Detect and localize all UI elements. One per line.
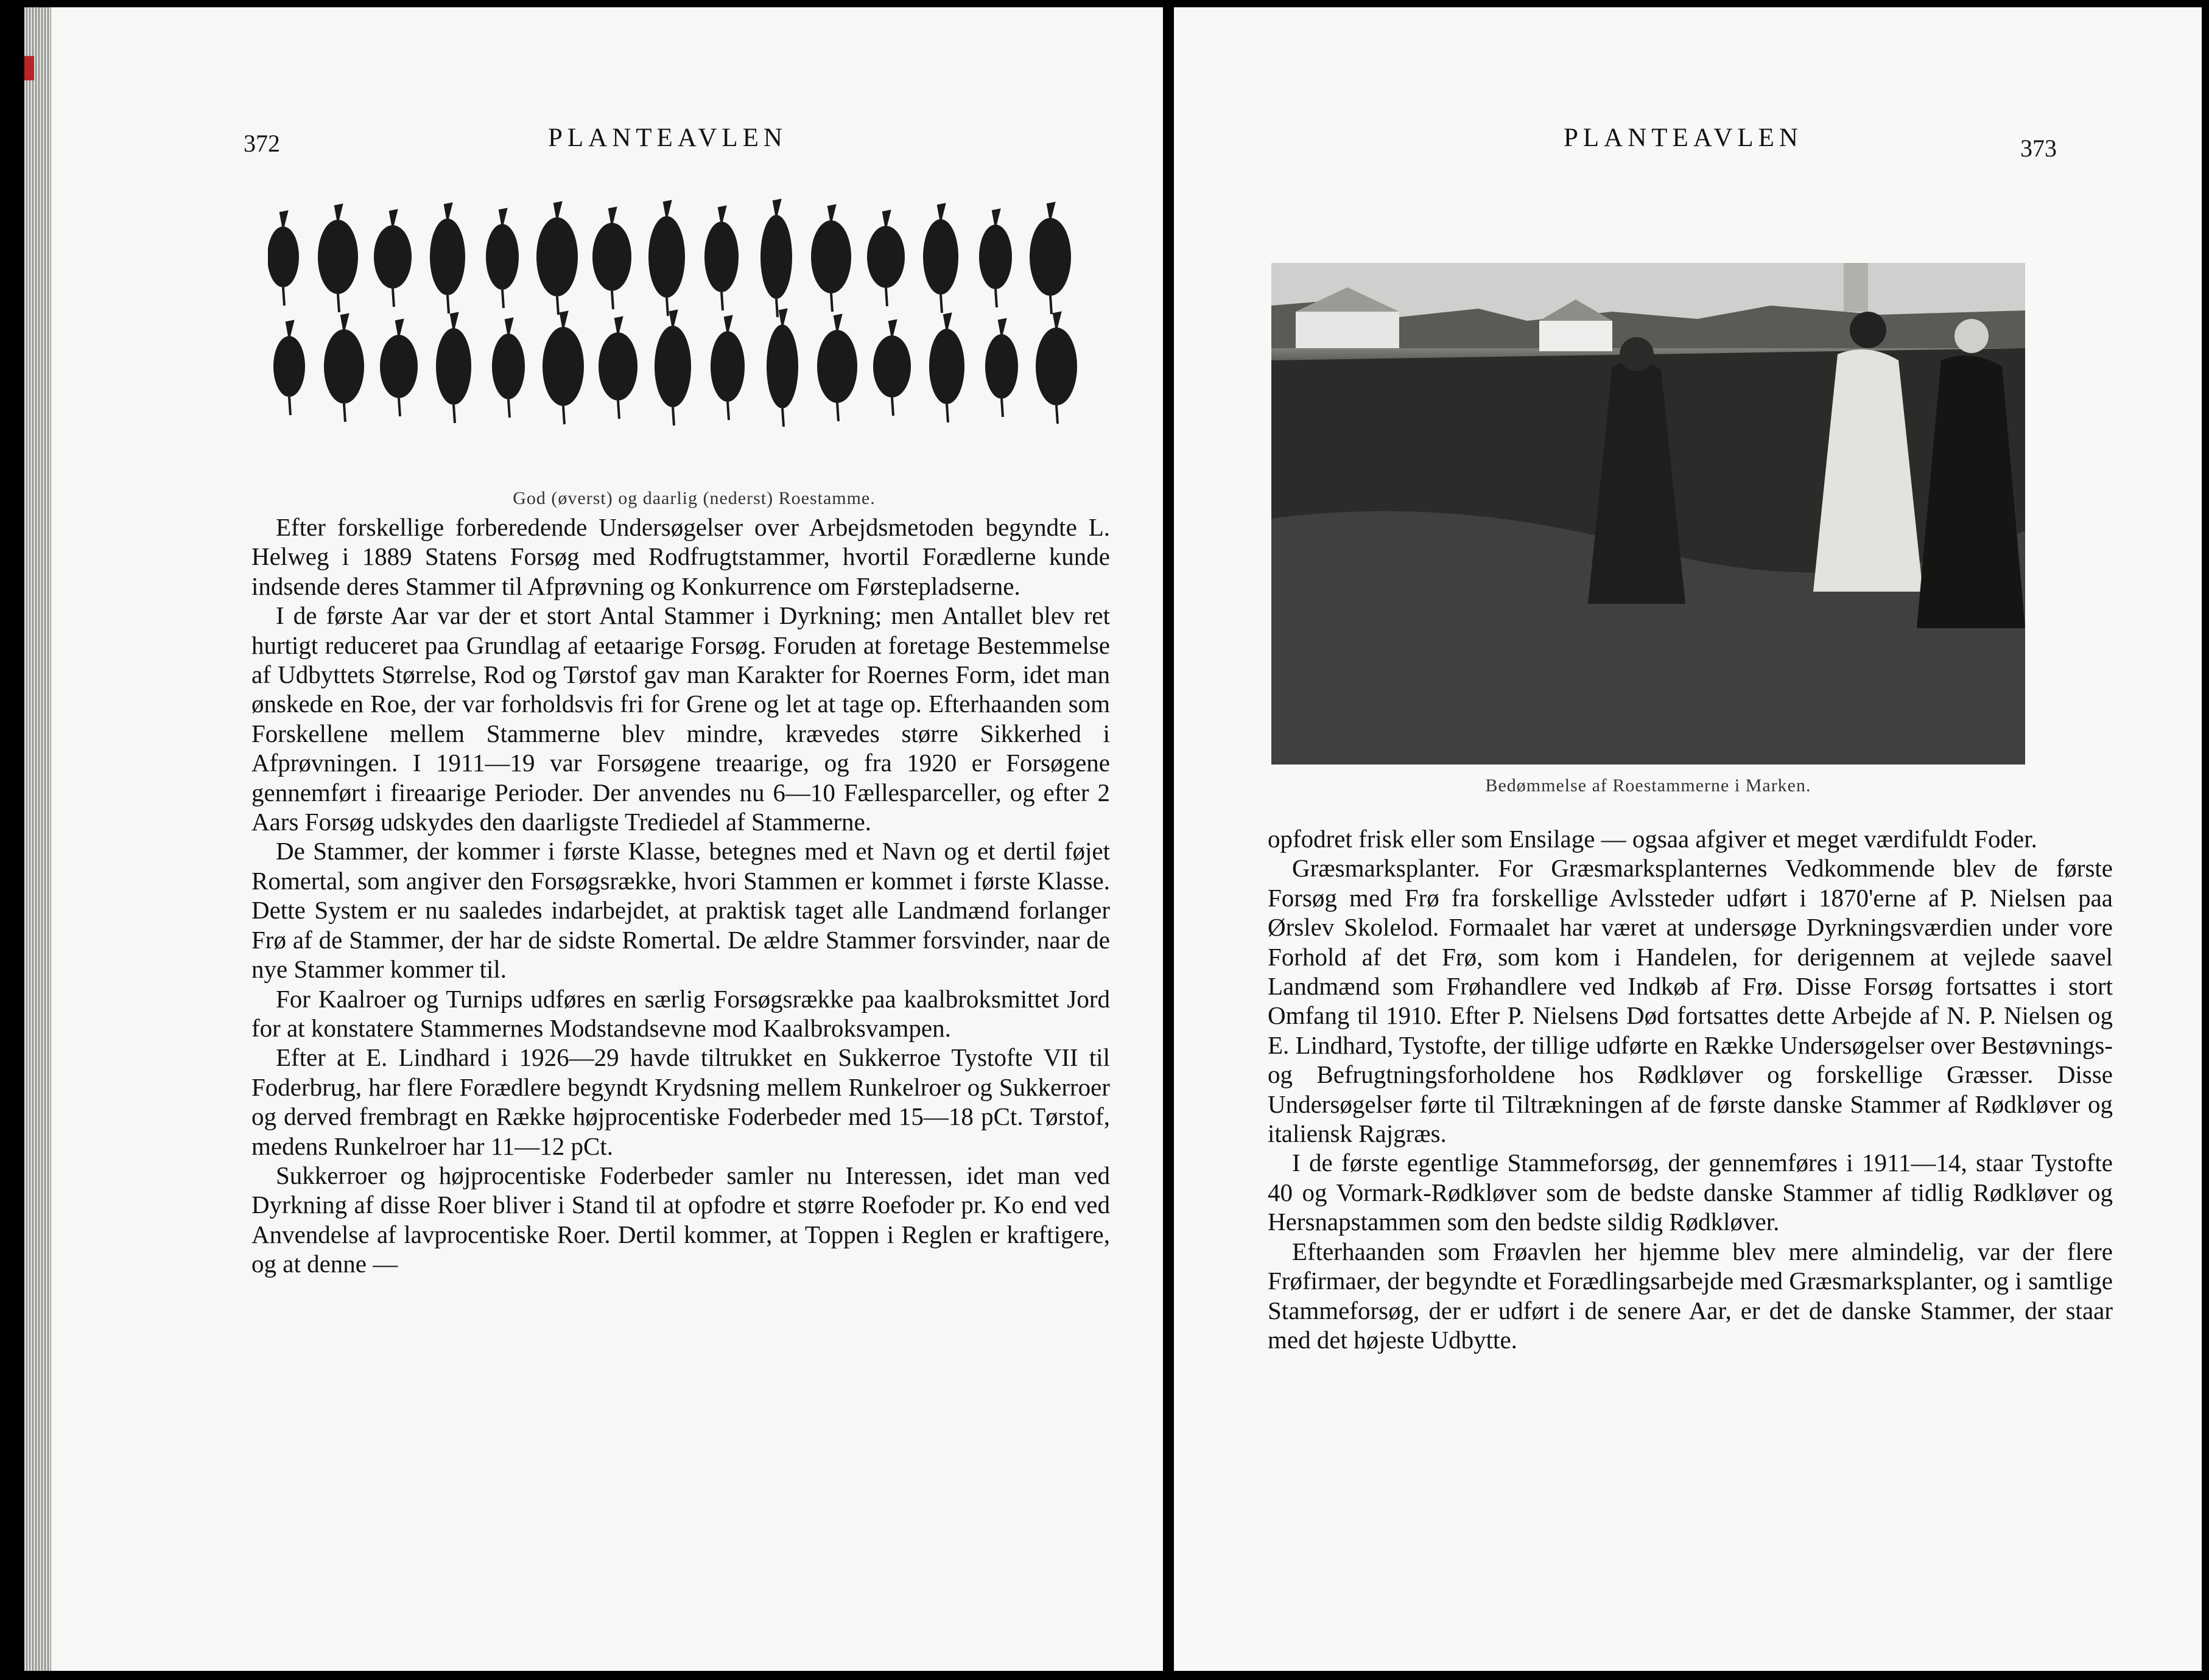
paragraph: I de første egentlige Stammeforsøg, der gennemføres i 1911—14, staar Tystofte 40 og Vormark-Rødkløver som de bedste danske Stammer af tidlig Rødkløver og Hersnapstammen som den bedste sildig Rødkløver. xyxy=(1268,1149,2113,1236)
paragraph: De Stammer, der kommer i første Klasse, betegnes med et Navn og et dertil føjet Romertal, som angiver den Forsøgsrække, hvori Stammen er kommet i første Klasse. Dette System er nu saaledes indarbejdet, at praktisk taget alle Landmænd forlanger Frø af de Stammer, der har de sidste Romertal. De ældre Stammer forsvinder, naar de nye Stammer kommer til. xyxy=(251,837,1110,984)
paragraph: I de første Aar var der et stort Antal Stammer i Dyrkning; men Antallet blev ret hurtigt reduceret paa Grundlag af eetaarige Forsøg. Foruden at foretage Bestemmelse af Udbyttets Størrelse, Rod og Tørstof gav man Karakter for Roernes Form, idet man ønskede en Roe, der var forholdsvis fri for Grene og let at tage op. Efterhaanden som Forskellene mellem Stammerne blev mindre, krævedes større Sikkerhed i Afprøvningen. I 1911—19 var Forsøgene treaarige, og fra 1920 er Forsøgene gennemført i fireaarige Perioder. Der anvendes nu 6—10 Fællesparceller, og efter 2 Aars Forsøg udskydes den daarligste Trediedel af Stammerne. xyxy=(251,601,1110,836)
beet-figure xyxy=(268,190,1120,446)
page-number-right: 373 xyxy=(2020,135,2057,162)
beet-illustration xyxy=(711,331,745,402)
paragraph: For Kaalroer og Turnips udføres en særlig Forsøgsrække paa kaalbroksmittet Jord for at konstatere Stammernes Modstandsevne mod Kaalbroksvampen. xyxy=(251,984,1110,1042)
beet-illustration xyxy=(923,219,958,295)
beet-illustration xyxy=(268,226,299,287)
page-number-left: 372 xyxy=(244,130,280,157)
red-bookmark-tab xyxy=(24,56,34,80)
beet-illustration xyxy=(648,216,685,298)
beet-illustration xyxy=(592,223,631,291)
right-page xyxy=(1174,7,2202,1671)
figure-caption: God (øverst) og daarlig (nederst) Roestamme. xyxy=(513,488,876,508)
beet-illustration xyxy=(1030,218,1071,296)
paragraph: Sukkerroer og højprocentiske Foderbeder samler nu Interessen, idet man ved Dyrkning af disse Roer bliver i Stand til at opfodre et større Roefoder pr. Ko end ved Anvendelse af lavprocentiske Roer. Dertil kommer, at Toppen i Reglen er kraftigere, og at denne — xyxy=(251,1161,1110,1278)
left-page xyxy=(24,7,1163,1671)
beet-illustration xyxy=(436,328,471,405)
beet-illustration xyxy=(374,225,412,289)
beet-illustration xyxy=(492,334,525,399)
beet-illustration xyxy=(1036,327,1077,405)
paragraph: Græsmarksplanter. For Græsmarksplanternes Vedkommende blev de første Forsøg med Frø fra forskellige Avlssteder udført i 1870'erne af P. Nielsen paa Ørslev Skolelod. Formaalet har været at undersøge Dyrkningsværdien under vore Forhold af det Frø, som kom i Handelen, for derigennem at vejlede saavel Landmænd som Frøhandlere ved Indkøb af Frø. Disse Forsøg fortsattes i stort Omfang til 1910. Efter P. Nielsens Død fortsattes dette Arbejde af N. P. Nielsen og E. Lindhard, Tystofte, der tillige udførte en Række Undersøgelser over Bestøvnings- og Befrugtningsforholdene hos Rødkløver og forskellige Græsser. Disse Undersøgelser førte til Tiltrækningen af de første danske Stammer af Rødkløver og italiensk Rajgræs. xyxy=(1268,854,2113,1148)
beet-illustration xyxy=(979,225,1012,289)
photo-caption: Bedømmelse af Roestammerne i Marken. xyxy=(1485,775,1811,796)
page-edge-stack xyxy=(24,7,51,1671)
paragraph: Efterhaanden som Frøavlen her hjemme blev mere almindelig, var der flere Frøfirmaer, der begyndte et Forædlingsarbejde med Græsmarksplanter, og i samtlige Stammeforsøg, der er udført i de senere Aar, er det de danske Stammer, der staar med det højeste Udbytte. xyxy=(1268,1237,2113,1354)
beet-illustration xyxy=(430,219,465,295)
beet-illustration xyxy=(655,326,691,407)
beet-illustration xyxy=(929,329,964,404)
photo-illustration xyxy=(1271,263,2025,765)
running-head-right: PLANTEAVLEN xyxy=(1564,124,1803,152)
right-body-text xyxy=(1268,824,2113,1354)
paragraph: Efter at E. Lindhard i 1926—29 havde tiltrukket en Sukkerroe Tystofte VII til Foderbrug, har flere Forædlere begyndt Krydsning mellem Runkelroer og Sukkerroer og derved frembragt en Række højprocentiske Foderbeder med 15—18 pCt. Tørstof, medens Runkelroer har 11—12 pCt. xyxy=(251,1043,1110,1160)
beet-illustration xyxy=(767,324,798,408)
beet-illustration xyxy=(811,220,851,293)
beet-illustration xyxy=(536,217,578,296)
beet-illustration xyxy=(985,334,1018,399)
beet-illustration xyxy=(543,327,584,406)
beet-illustration xyxy=(873,335,911,397)
paragraph: opfodret frisk eller som Ensilage — ogsaa afgiver et meget værdifuldt Foder. xyxy=(1268,825,2037,853)
beet-illustration xyxy=(273,336,305,397)
paragraph: Efter forskellige forberedende Undersøgelser over Arbejdsmetoden begyndte L. Helweg i 1889 Statens Forsøg med Rodfrugtstammer, hvortil Forædlerne kunde indsende deres Stammer til Afprøvning og Konkurrence om Førstepladserne. xyxy=(251,513,1110,600)
field-photograph xyxy=(1271,263,2025,765)
beet-illustration xyxy=(599,332,637,401)
beet-illustration xyxy=(760,215,792,299)
beet-illustration xyxy=(486,224,519,290)
running-head-left: PLANTEAVLEN xyxy=(548,124,787,152)
beet-illustration xyxy=(867,226,905,288)
left-body-text xyxy=(251,513,1110,1279)
beet-illustration xyxy=(324,329,364,404)
beet-illustration xyxy=(704,222,739,292)
beet-illustration xyxy=(817,330,857,403)
beet-illustration xyxy=(318,220,358,294)
beet-illustration xyxy=(380,335,418,398)
